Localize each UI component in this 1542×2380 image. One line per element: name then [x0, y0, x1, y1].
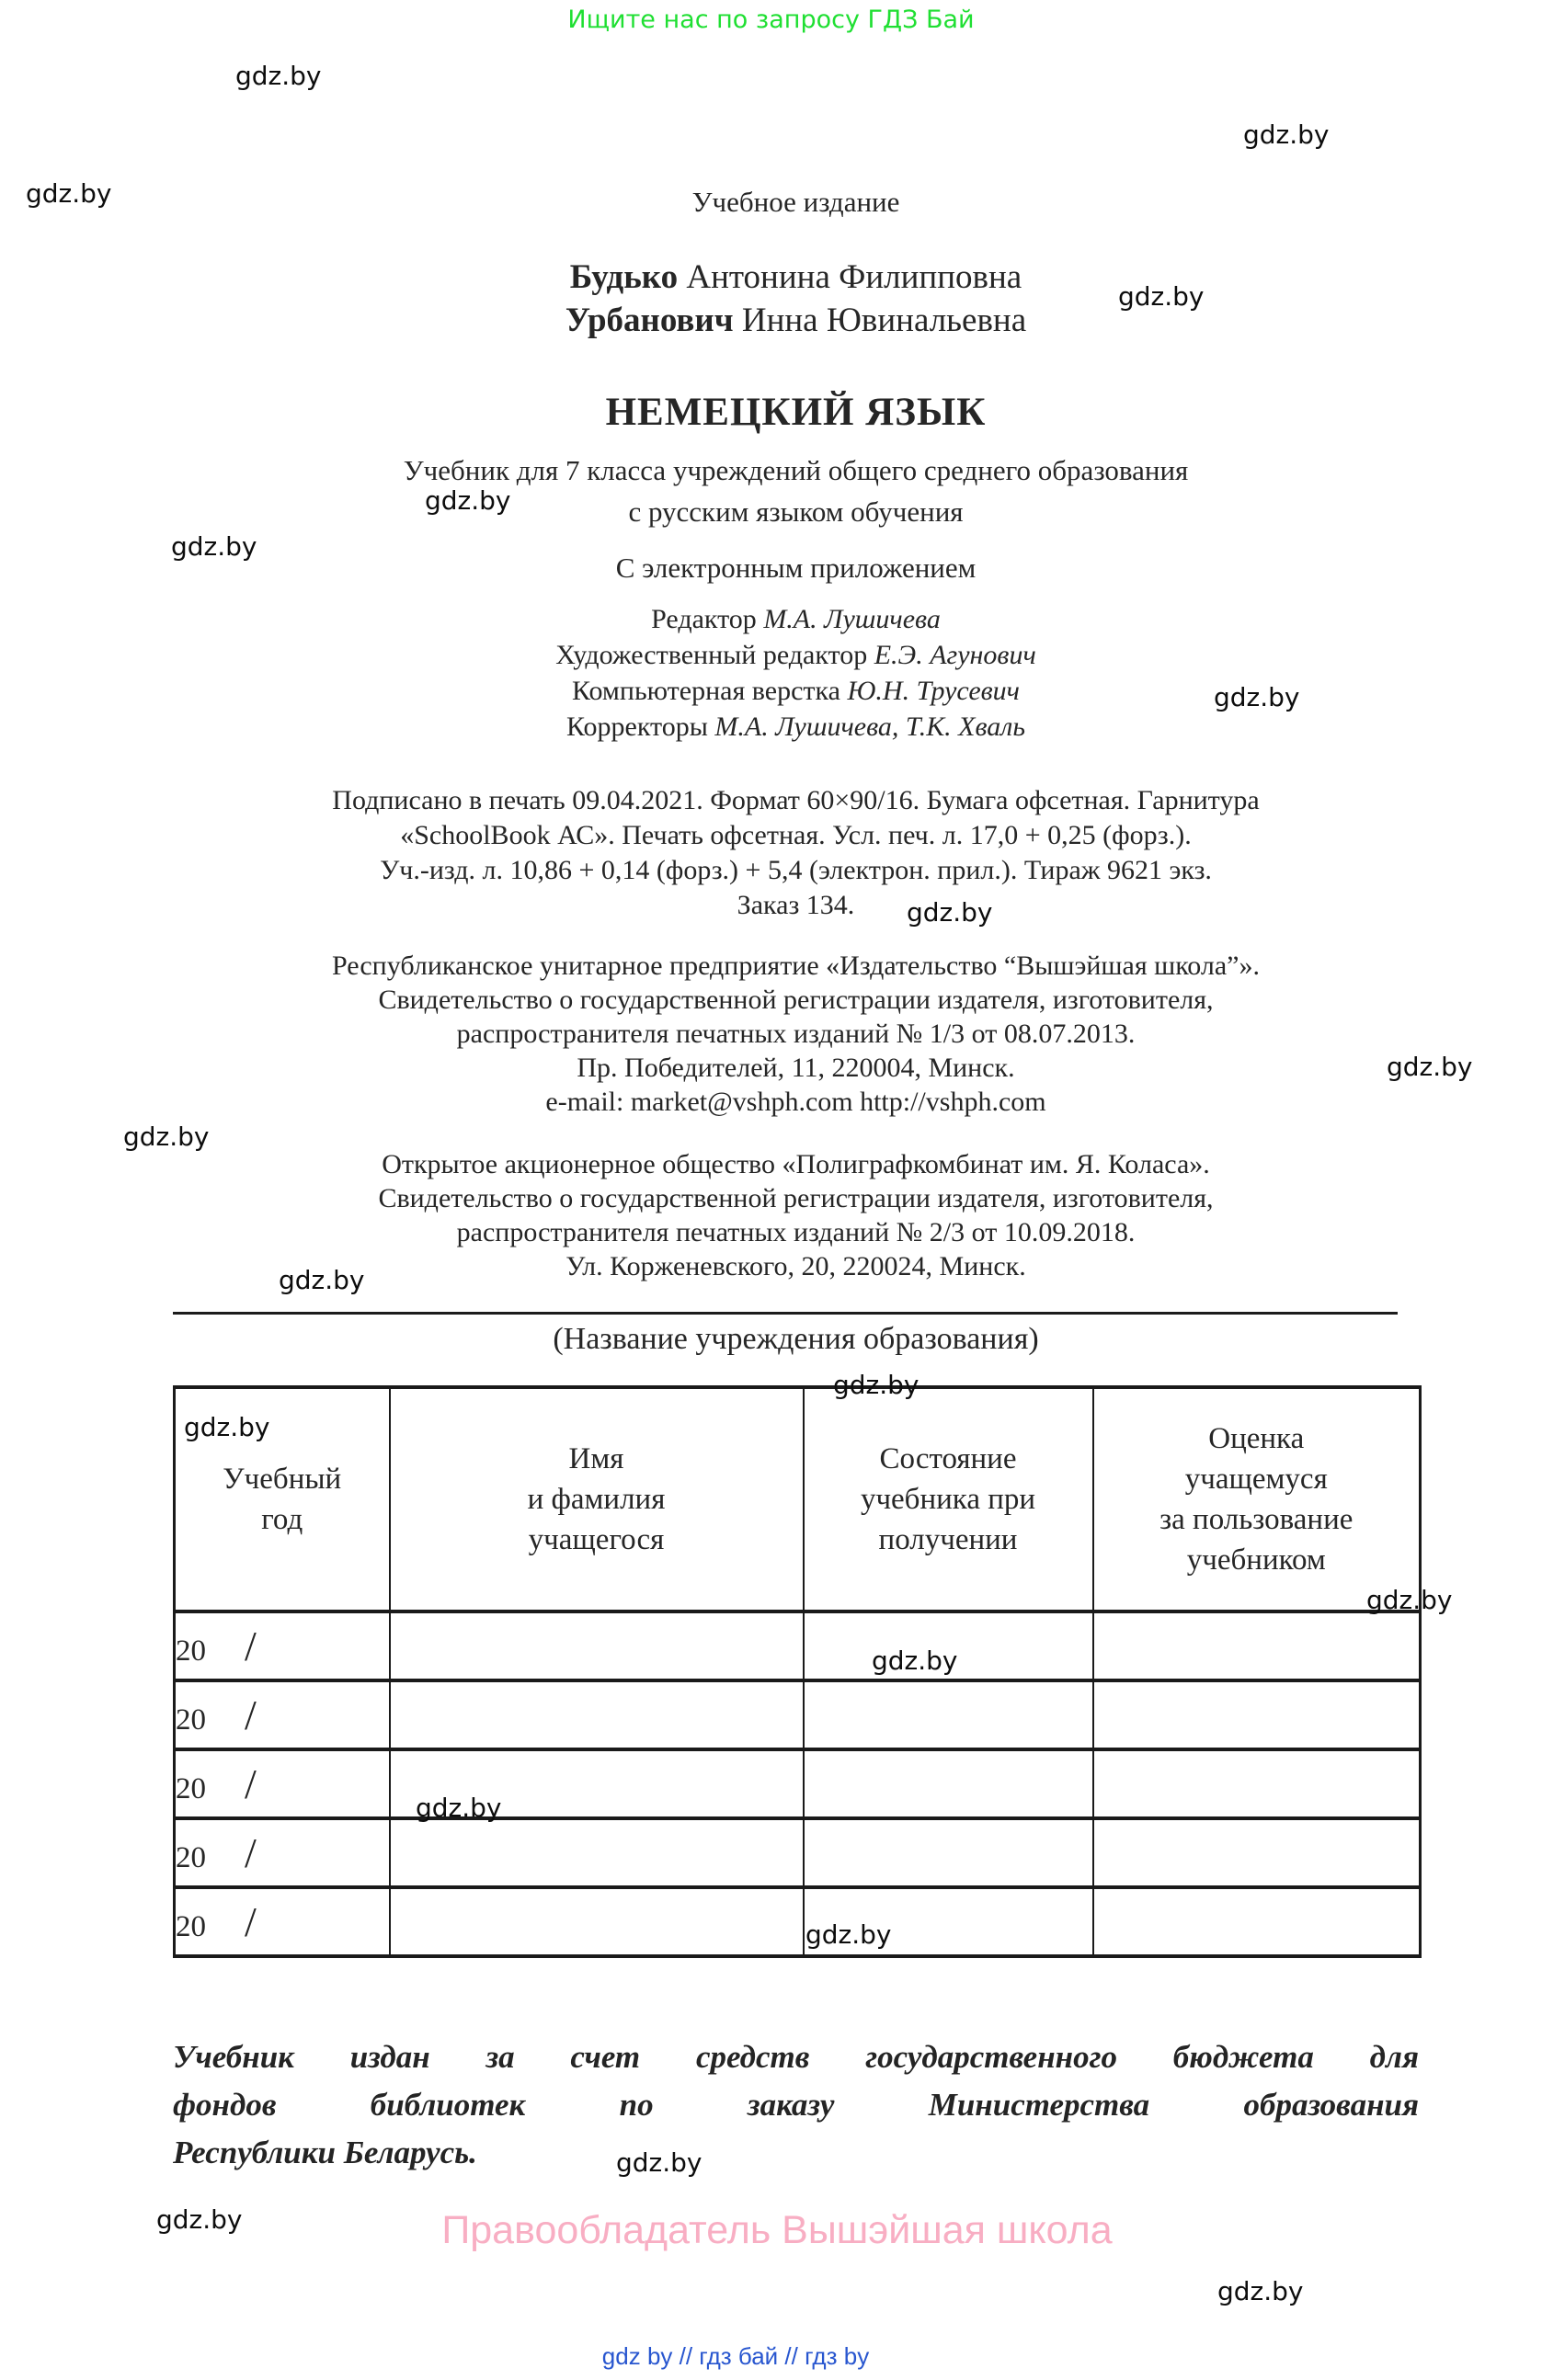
gdz-watermark: gdz.by: [26, 178, 112, 209]
blank-cell: [390, 1680, 804, 1749]
author-line: [173, 299, 1419, 342]
blank-cell: [804, 1818, 1093, 1887]
column-header-school-year: Учебный год: [175, 1387, 390, 1611]
credit-line: Компьютерная верстка Ю.Н. Трусевич: [571, 676, 1020, 706]
year-cell: 20 /: [175, 1611, 390, 1680]
publisher-block: [173, 949, 1419, 1119]
blank-cell: [390, 1887, 804, 1956]
blank-cell: [1093, 1749, 1421, 1818]
print-details-line: «SchoolBook АС». Печать офсетная. Усл. печ. л. 17,0 + 0,25 (форз.).: [400, 820, 1192, 850]
print-details-block: [173, 783, 1419, 923]
table-row: [175, 1887, 1421, 1956]
gdz-watermark: gdz.by: [1217, 2276, 1304, 2306]
credit-line: Корректоры М.А. Лушичева, Т.К. Хваль: [565, 712, 1026, 742]
footer-links[interactable]: gdz by // гдз бай // гдз by: [601, 2342, 870, 2370]
gdz-watermark: gdz.by: [156, 2204, 243, 2235]
year-cell: 20 /: [175, 1818, 390, 1887]
edition-label: Учебное издание: [691, 186, 900, 218]
publisher-line: Республиканское унитарное предприятие «Издательство “Вышэйшая школа”».: [332, 951, 1260, 981]
blank-cell: [390, 1611, 804, 1680]
publisher-line: Свидетельство о государственной регистрации издателя, изготовителя,: [378, 985, 1214, 1015]
credit-line: Редактор М.А. Лушичева: [651, 604, 941, 634]
printing-house-line: Свидетельство о государственной регистрации издателя, изготовителя,: [378, 1183, 1214, 1213]
print-details-line: Заказ 134.: [737, 890, 855, 920]
funding-note-line: фондов библиотек по заказу Министерства образования: [173, 2087, 1419, 2123]
gdz-watermark: gdz.by: [1118, 281, 1205, 312]
blank-cell: [1093, 1680, 1421, 1749]
table-row: [175, 1611, 1421, 1680]
copyright-holder-note: Правообладатель Вышэйшая школа: [441, 2208, 1113, 2252]
publisher-line: Пр. Победителей, 11, 220004, Минск.: [577, 1053, 1015, 1083]
gdz-watermark: gdz.by: [123, 1122, 210, 1152]
blank-cell: [390, 1818, 804, 1887]
gdz-watermark: gdz.by: [1214, 682, 1300, 712]
publisher-line: распространителя печатных изданий № 1/3 от 08.07.2013.: [456, 1019, 1136, 1049]
table-header-row: [175, 1387, 1421, 1611]
gdz-watermark: gdz.by: [416, 1793, 502, 1823]
blank-cell: [1093, 1611, 1421, 1680]
table-row: [175, 1818, 1421, 1887]
gdz-watermark: gdz.by: [184, 1412, 270, 1442]
blank-cell: [1093, 1887, 1421, 1956]
funding-note-line: Учебник издан за счет средств государственного бюджета для: [173, 2039, 1419, 2075]
credit-line: Художественный редактор Е.Э. Агунович: [555, 640, 1036, 670]
year-cell: 20 /: [175, 1887, 390, 1956]
authors-block: [173, 256, 1419, 342]
author-line: [173, 256, 1419, 299]
gdz-watermark: gdz.by: [872, 1646, 958, 1676]
table-row: [175, 1749, 1421, 1818]
printing-house-block: [173, 1147, 1419, 1283]
printing-house-line: распространителя печатных изданий № 2/3 от 10.09.2018.: [456, 1217, 1136, 1247]
school-form-caption: (Название учреждения образования): [553, 1322, 1039, 1356]
printing-house-line: Открытое акционерное общество «Полиграфкомбинат им. Я. Коласа».: [382, 1149, 1210, 1179]
gdz-watermark: gdz.by: [805, 1919, 892, 1950]
subtitle-line-2: с русским языком обучения: [628, 495, 964, 528]
column-header-grade: Оценка учащемуся за пользование учебником: [1093, 1387, 1421, 1611]
author-surname: Будько: [569, 258, 679, 296]
school-name-writing-line: [173, 1312, 1398, 1315]
gdz-watermark: gdz.by: [1387, 1052, 1473, 1082]
gdz-watermark: gdz.by: [1366, 1585, 1453, 1615]
publisher-contacts-line: e-mail: market@vshph.com http://vshph.com: [545, 1087, 1046, 1117]
gdz-watermark: gdz.by: [279, 1265, 365, 1295]
print-details-line: Уч.-изд. л. 10,86 + 0,14 (форз.) + 5,4 (электрон. прил.). Тираж 9621 экз.: [380, 855, 1212, 885]
year-cell: 20 /: [175, 1749, 390, 1818]
author-given-names: Инна Ювинальевна: [733, 302, 1027, 339]
gdz-watermark: gdz.by: [235, 61, 322, 91]
blank-cell: [804, 1749, 1093, 1818]
print-details-line: Подписано в печать 09.04.2021. Формат 60×90/16. Бумага офсетная. Гарнитура: [332, 785, 1260, 815]
funding-note-line: Республики Беларусь.: [173, 2135, 477, 2170]
funding-note: [173, 2033, 1419, 2177]
column-header-student-name: Имя и фамилия учащегося: [390, 1387, 804, 1611]
printing-house-line: Ул. Корженевского, 20, 220024, Минск.: [565, 1251, 1026, 1281]
subtitle-line-1: Учебник для 7 класса учреждений общего среднего образования: [403, 454, 1189, 486]
blank-cell: [1093, 1818, 1421, 1887]
blank-cell: [804, 1680, 1093, 1749]
book-title: НЕМЕЦКИЙ ЯЗЫК: [605, 391, 987, 434]
textbook-usage-table: [173, 1385, 1422, 1958]
gdz-watermark: gdz.by: [425, 485, 511, 516]
gdz-watermark: gdz.by: [1243, 120, 1330, 150]
promo-banner: Ищите нас по запросу ГДЗ Бай: [567, 6, 975, 34]
year-cell: 20 /: [175, 1680, 390, 1749]
gdz-watermark: gdz.by: [616, 2147, 702, 2178]
gdz-watermark: gdz.by: [907, 897, 993, 928]
gdz-watermark: gdz.by: [171, 531, 257, 562]
credits-block: [173, 601, 1419, 745]
column-header-condition: Состояние учебника при получении: [804, 1387, 1093, 1611]
author-surname: Урбанович: [565, 302, 734, 339]
author-given-names: Антонина Филипповна: [678, 258, 1022, 296]
table-row: [175, 1680, 1421, 1749]
subtitle-line-3: С электронным приложением: [615, 552, 977, 584]
gdz-watermark: gdz.by: [833, 1370, 919, 1400]
